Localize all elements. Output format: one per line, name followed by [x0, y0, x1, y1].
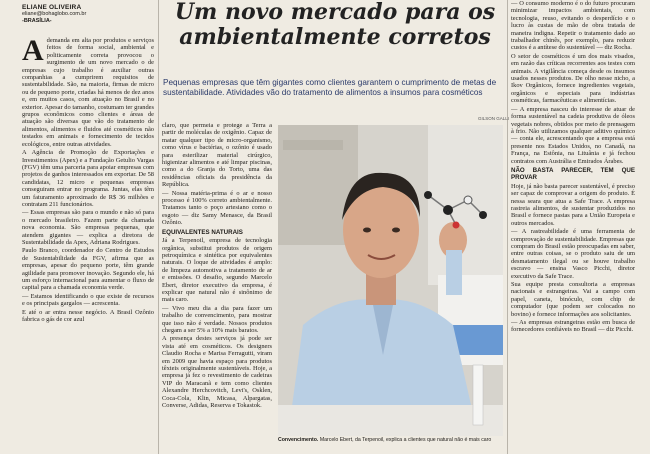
article-photo: [278, 125, 503, 436]
paragraph: A presença destes serviços já pode ser vista até em cosméticos. Os designers Claudio Rocha e Marisa Ferragutti, viram em 2009 que havia espaço para produtos têxteis originalmente sustentáveis. Hoje, a empresa já fez o revestimento de cadeiras VIP do Maracanã e tem como clientes Alexandre Herchcovitch, Levi's, Osklen, Coca-Cola, Klin, Micasa, Alpargatas, Converse, Adidas, Reserva e Tokastok.: [162, 335, 272, 410]
drop-cap: A: [22, 37, 44, 67]
paragraph: Hoje, já não basta parecer sustentável, é preciso ser capaz de comprovar a origem do produto. É nessa seara que atua a Safe Trace. A empresa rastreia alimentos, de sustentar produzidos no Brasil e fornece pastas para a União Europeia e outros mercados.: [511, 182, 635, 227]
headline-line1: Um novo mercado para os: [174, 0, 496, 25]
column-divider: [507, 0, 508, 454]
paragraph: E até o ar entra nesse negócio. A Brasil Ozônio fabrica o gás de cor azul: [22, 308, 154, 324]
photo-credit: GILSON GALLI: [478, 116, 510, 121]
paragraph: Sua equipe presta consultoria a empresas nacionais e estrangeiras. Vai a campo com papel, caneta, binóculo, com chip de computador (que podem ser colocados no bovino) e fornece informações aos solicitantes.: [511, 281, 635, 318]
column-divider: [158, 0, 159, 454]
paragraph: — Vivo meu dia a dia para fazer um trabalho de convencimento, para mostrar que isso não é verdade. Nossos produtos chegam a ser 5% a 10% mais baratos.: [162, 304, 272, 334]
deck-subheadline: Pequenas empresas que têm gigantes como clientes garantem o cumprimento de metas de sustentabilidade. Atividades vão do tratamento de alimentos a insumos para cosméticos: [163, 78, 497, 97]
paragraph: — A rastreabilidade é uma ferramenta de comprovação de sustentabilidade. Empresas que compram do Brasil estão preocupadas em saber, entre outras coisas, se o produto saiu de um desmatamento ilegal ou se houve trabalho escravo — ensina Vasco Picchi, diretor executivo da Safe Trace.: [511, 228, 635, 280]
paragraph: — A empresa nasceu do interesse de atuar de forma sustentável na cadeia produtiva de óleos vegetais nobres, obtidos por meio de prensagem à frio. Não utilizamos qualquer aditivo químico — conta ele, acrescentando que a empresa está presente nos Estados Unidos, no Canadá, na França, na Estônia, na Lituânia e já fechou contratos com Austrália e Emirados Árabes.: [511, 105, 635, 165]
caption-lead: Convencimento.: [278, 437, 319, 443]
paragraph: — O consumo moderno é o do futuro procuram minimizar impactos ambientais, com tecnologia, reuso, evitando o desperdício e o lucro às custas de mão de obra tratada de maneira indigna. Repetir o tratamento dado ao trabalhador chinês, por exemplo, para reduzir custos é a antítese do sustentável — diz Rocha.: [511, 0, 635, 52]
article-column-1: [22, 37, 154, 454]
paragraph: O setor de cosméticos é um dos mais visados, em razão das críticas recorrentes aos testes com animais. A vigilância começa desde os insumos usados nesses produtos. De olho nesse nicho, a Ikov Orgânicos, fornece ingredientes vegetais, orgânicos e especiais para indústrias cosméticas, farmacêuticas e alimentícias.: [511, 52, 635, 105]
photo-illustration: [278, 125, 503, 436]
article-column-3: [511, 0, 635, 454]
author-name: ELIANE OLIVEIRA: [22, 4, 82, 11]
paragraph: — Essas empresas são para o mundo e não só para o mercado brasileiro. Fazem parte da chamada nova economia. São empresas pequenas, que atendem gigantes — explica a diretora de Sustentabilidade da Apex, Adriana Rodrigues.: [22, 209, 154, 246]
paragraph: — Nossa matéria-prima é o ar e nosso processo é 100% correto ambientalmente. Tratamos tanto o poço artesiano como o esgoto — diz Samy Menasce, da Brasil Ozônio.: [162, 189, 272, 227]
caption-text: Marcelo Ebert, da Terpenoil, explica a clientes que natural não é mais caro: [319, 437, 492, 443]
paragraph: — Estamos identificando o que existe de recursos e os principais gargalos — acrescenta.: [22, 292, 154, 308]
byline: [22, 4, 152, 25]
paragraph: Ademanda em alta por produtos e serviços feitos de forma social, ambiental e politicamente correta provocou o surgimento de um novo mercado o de empresas cujo trabalho é auxiliar outras companhias a cumprirem requisitos de sustentabilidade. São, na maioria, firmas de micro ou de pequeno porte, criadas há menos de dez anos e, em muitos casos, com atuação no Brasil e no exterior. Apesar do tamanho, costumam ter grandes grupos econômicos como clientes e áreas de atuação são diversas que vão do tratamento de alimentos, alimentos e fluidos até cosméticos não testados em animais e fornecimento de tecidos ecológicos, entre outras atividades.: [22, 37, 154, 148]
paragraph: Paulo Branco, coordenador do Centro de Estudos de Sustentabilidade da FGV, afirma que as empresas, apesar do pequeno porte, têm grande agilidade para promover inovação. Segundo ele, há um esforço internacional para aumentar o fluxo de capital para a chamada economia verde.: [22, 247, 154, 292]
photo-caption: [278, 437, 508, 443]
section-subhead: NÃO BASTA PARECER, TEM QUE PROVAR: [511, 166, 635, 182]
headline-line2: ambientalmente corretos: [179, 24, 491, 50]
headline: [170, 0, 500, 50]
paragraph: Já a Terpenoil, empresa de tecnologia orgânica, substitui produtos de origem petroquímica e sintética por equivalentes naturais. O loque de atividades é amplo: de limpeza automotiva a tratamento de ar e emissões. O desafio, segundo Marcelo Ebert, diretor executivo da empresa, é explicar que natural não é sinônimo de mais caro.: [162, 237, 272, 304]
section-subhead: EQUIVALENTES NATURAIS: [162, 228, 243, 236]
article-column-2: [162, 122, 272, 454]
paragraph: A Agência de Promoção de Exportações e Investimentos (Apex) e a Fundação Getulio Vargas (FGV) têm uma parceria para apoiar empresas com projetos de ganhos interessados em exportar. De 58 candidatas, 12 micro e pequenas empresas conseguiram entrar no programa. Juntas, elas têm um faturamento aproximado de R$ 36 milhões e contratam 211 funcionários.: [22, 149, 154, 208]
paragraph: — As empresas estrangeiras estão em busca de fornecedores confiáveis no Brasil — diz Picchi.: [511, 319, 635, 334]
author-email: eliane@bohaglobo.com.br: [22, 11, 87, 17]
paragraph: claro, que permeia e protege a Terra a partir de moléculas de oxigênio. Capaz de matar qualquer tipo de micro-organismo, como vírus e bactérias, o ozônio é usado para esterilizar material cirúrgico, higienizar alimentos e até limpar piscinas, como a do Granja do Torto, uma das residências oficiais da presidência da República.: [162, 122, 272, 189]
dateline: -BRASÍLIA-: [22, 18, 52, 24]
